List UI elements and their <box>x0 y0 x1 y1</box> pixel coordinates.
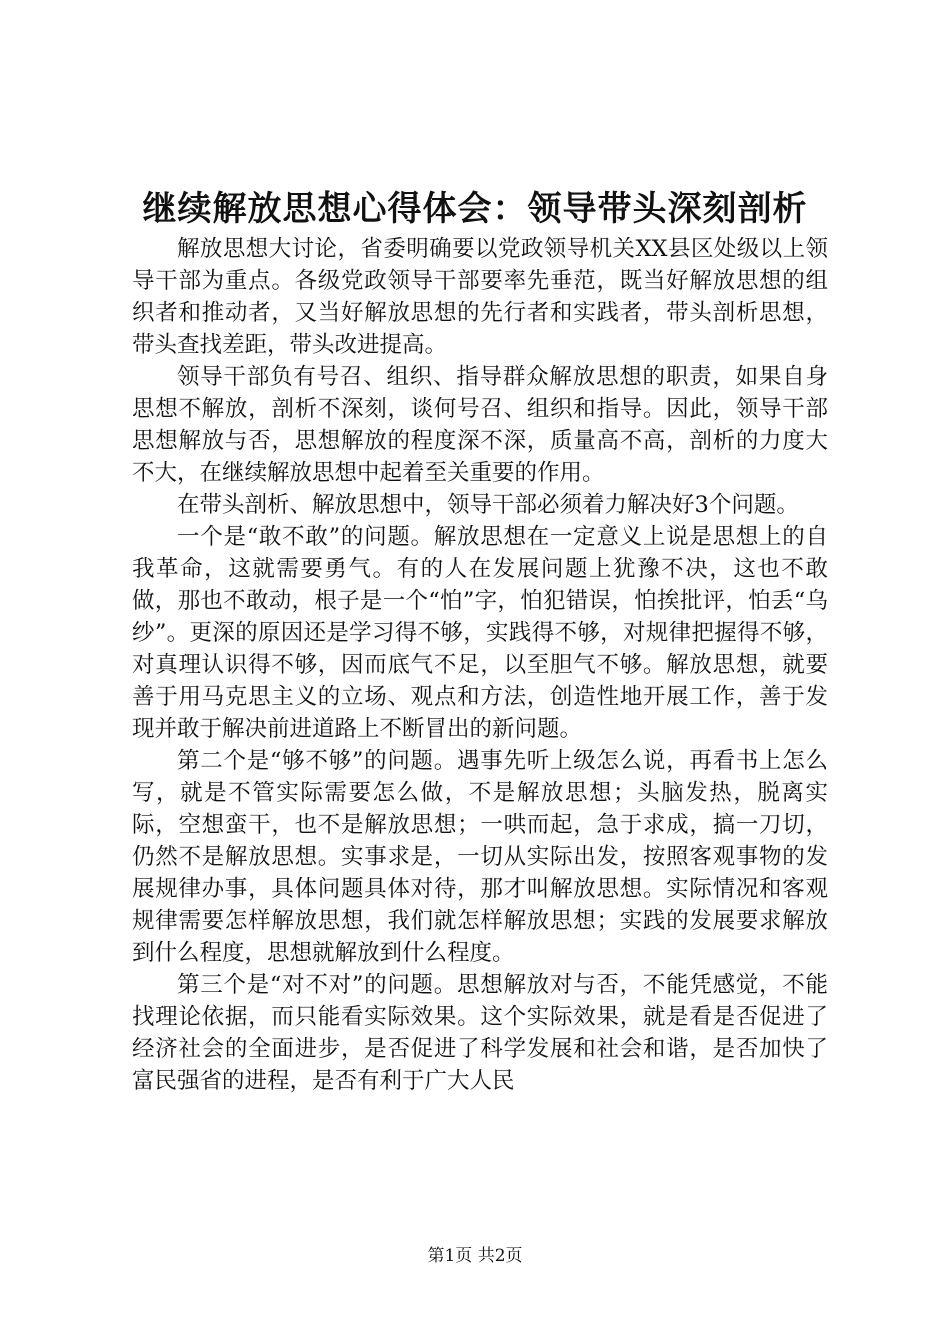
paragraph-3: 在带头剖析、解放思想中，领导干部必须着力解决好3个问题。 <box>177 492 799 518</box>
paragraph-1: 解放思想大讨论，省委明确要以党政领导机关XX县区处级以上领导干部为重点。各级党政领导干部要率先垂范，既当好解放思想的组织者和推动者，又当好解放思想的先行者和实践者，带头剖析思想，带头查找差距，带头改进提高。 <box>132 236 828 358</box>
paragraph-5: 第二个是“够不够”的问题。遇事先听上级怎么说，再看书上怎么写，就是不管实际需要怎么做，不是解放思想；头脑发热，脱离实际，空想蛮干，也不是解放思想；一哄而起，急于求成，搞一刀切，仍然不是解放思想。实事求是，一切从实际出发，按照客观事物的发展规律办事，具体问题具体对待，那才叫解放思想。实际情况和客观规律需要怎样解放思想，我们就怎样解放思想；实践的发展要求解放到什么程度，思想就解放到什么程度。 <box>132 748 828 966</box>
paragraph-2: 领导干部负有号召、组织、指导群众解放思想的职责，如果自身思想不解放，剖析不深刻，谈何号召、组织和指导。因此，领导干部思想解放与否，思想解放的程度深不深，质量高不高，剖析的力度大不大，在继续解放思想中起着至关重要的作用。 <box>132 364 828 486</box>
document-body <box>132 233 828 1097</box>
document-title: 继续解放思想心得体会：领导带头深刻剖析 <box>142 189 808 229</box>
paragraph-6: 第三个是“对不对”的问题。思想解放对与否，不能凭感觉，不能找理论依据，而只能看实际效果。这个实际效果，就是看是否促进了经济社会的全面进步，是否促进了科学发展和社会和谐，是否加快了富民强省的进程，是否有利于广大人民 <box>132 972 828 1094</box>
paragraph-4: 一个是“敢不敢”的问题。解放思想在一定意义上说是思想上的自我革命，这就需要勇气。有的人在发展问题上犹豫不决，这也不敢做，那也不敢动，根子是一个“怕”字，怕犯错误，怕挨批评，怕丢“乌纱”。更深的原因还是学习得不够，实践得不够，对规律把握得不够，对真理认识得不够，因而底气不足，以至胆气不够。解放思想，就要善于用马克思主义的立场、观点和方法，创造性地开展工作，善于发现并敢于解决前进道路上不断冒出的新问题。 <box>132 524 828 742</box>
page-footer: 第1页 共2页 <box>427 1246 523 1266</box>
